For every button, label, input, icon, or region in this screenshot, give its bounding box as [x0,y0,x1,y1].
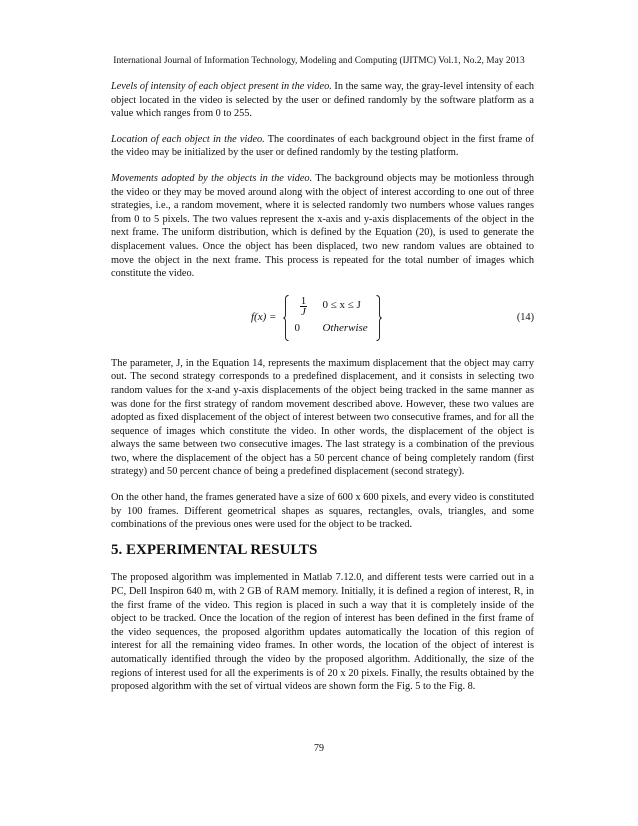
running-header: International Journal of Information Technology, Modeling and Computing (IJITMC) Vol.1, No.2, May 2013 [113,56,525,66]
body-text [111,80,534,706]
section-heading: 5. EXPERIMENTAL RESULTS [111,541,318,558]
equation-condition-2: Otherwise [322,322,368,335]
right-brace-icon [376,295,382,341]
left-brace-icon [283,295,289,341]
paragraph-lead: Levels of intensity of each object present in the video. [111,81,332,92]
paragraph-intensity [111,80,534,121]
equation-value-2: 0 [294,322,300,335]
equation-case-2 [294,318,367,341]
paragraph-lead: Movements adopted by the objects in the video. [111,172,313,184]
paragraph-location [111,133,534,160]
paragraph-movements [111,172,534,281]
equation-case-1 [294,295,367,318]
equation-body [251,291,387,345]
equation-fraction [294,296,312,317]
page-number: 79 [314,743,324,754]
paragraph-lead: Location of each object in the video. [111,133,265,145]
paragraph-body: The background objects may be motionless through the video or they may be moved around along with the object of interest according to one out of three strategies, i.e., a random movement, where it is selected randomly two numbers whose values ranges from 0 to 5 pixels. The two values represent the x-axis and y-axis displacements of the object in the next frame. The uniform distribution, which is defined by the Equation (20), is used to generate the displacement values. Once the object has been displaced, two new random values are obtained to move the object in the next frame. This process is repeated for the total number of images which constitute the video. [111,172,534,280]
fraction-denominator: J [300,305,306,318]
paragraph-frames: On the other hand, the frames generated have a size of 600 x 600 pixels, and every video is constituted by 100 frames. Different geometrical shapes as squares, rectangles, ovals, triangles, and some combinations of the previous ones were used for the object to be tracked. [111,492,534,531]
equation-number: (14) [516,311,534,323]
equation-14 [111,291,534,345]
paragraph-body: The coordinates of each background object in the first frame of the video may be initialized by the user or defined randomly by the testing platform. [111,133,534,159]
equation-lhs: f(x) = [251,310,277,323]
paragraph-body: In the same way, the gray-level intensity of each object located in the video is selected by the user or defined randomly by the software platform as a value which ranges from 0 to 255. [111,81,535,120]
fraction-numerator: 1 [300,294,307,307]
paragraph-parameter: The parameter, J, in the Equation 14, represents the maximum displacement that the object may carry out. The second strategy corresponds to a predefined displacement, and it consists in selecting two random values for the x-and y-axis displacements of the object being tracked in the same manner as was done for the first strategy of random movement described above. However, these two values are adopted as fixed displacement of the object of interest between two consecutive frames, and for all the sequence of images which constitute the video. In other words, the displacement of the object is always the same between two consecutive images. The last strategy is a combination of the previous two, where the displacement of the object has a 50 percent chance of being completely random (first strategy) and 50 percent chance of being a predefined displacement (second strategy). [111,357,534,478]
paragraph-experimental: The proposed algorithm was implemented in Matlab 7.12.0, and different tests were carried out in a PC, Dell Inspiron 640 m, with 2 GB of RAM memory. Initially, it is defined a region of interest, R, in the first frame of the video. This region is placed in such a way that it is completely inside of the object to be tracked. Once the location of the region of interest has been defined in the first frame of the video sequences, the proposed algorithm updates automatically the location of this region of interest for all the remaining video frames. In other words, the location of the object of interest is automatically identified through the video by the proposed algorithm. Additionally, the size of the regions of interest used for all the experiments is of 20 x 20 pixels. Finally, the results obtained by the proposed algorithm with the set of virtual videos are shown form the Fig. 5 to the Fig. 8. [111,572,534,693]
equation-condition-1: 0 ≤ x ≤ J [322,299,361,312]
equation-cases [294,295,367,341]
